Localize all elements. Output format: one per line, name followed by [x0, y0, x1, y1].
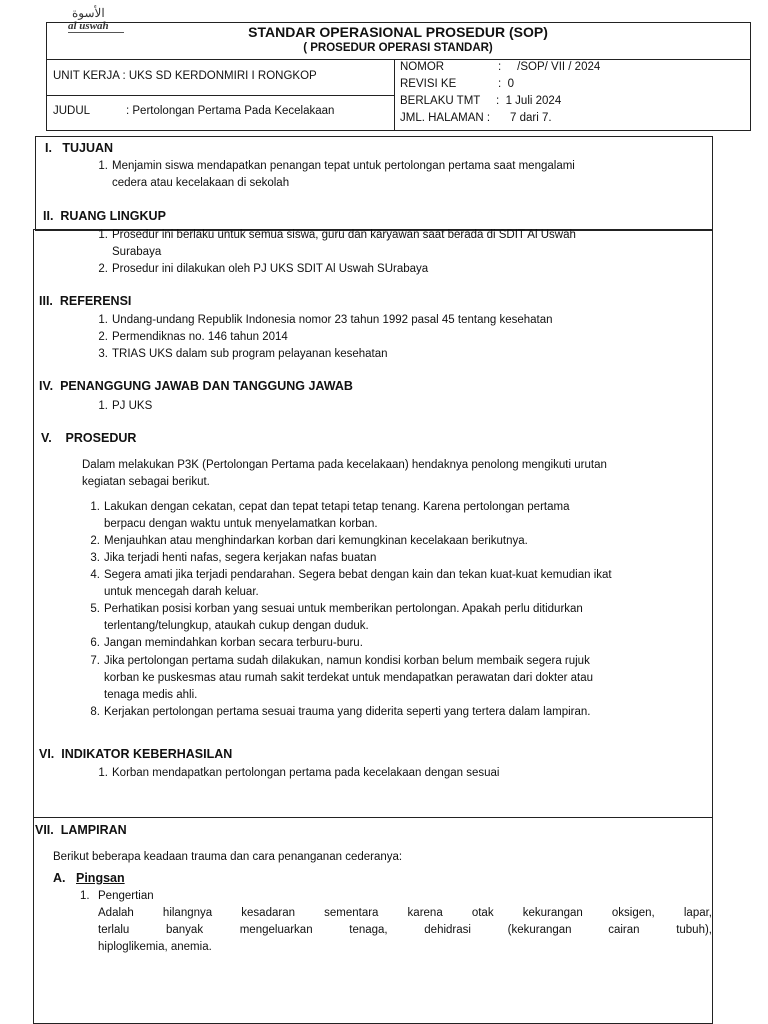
list-number: 3.	[90, 552, 100, 564]
list-number: 5.	[90, 603, 100, 615]
section-prosedur-heading: V. PROSEDUR	[41, 431, 137, 445]
list-line: korban ke puskesmas atau rumah sakit terdekat untuk mendapatkan perawatan dari dokter atau	[104, 672, 594, 684]
halaman-label: JML. HALAMAN :	[400, 112, 491, 124]
definition-text	[98, 905, 712, 956]
sub-title	[76, 871, 125, 885]
intro-line: Dalam melakukan P3K (Pertolongan Pertama pada kecelakaan) hendaknya penolong mengikuti urutan	[82, 459, 607, 471]
list-number: 3.	[98, 348, 108, 360]
list-line: Korban mendapatkan pertolongan pertama pada kecelakaan dengan sesuai	[112, 767, 500, 779]
list-number: 1.	[98, 767, 108, 779]
list-line: PJ UKS	[112, 400, 153, 412]
list-number: 1.	[98, 229, 108, 241]
berlaku-label: BERLAKU TMT	[400, 95, 481, 107]
list-line: Lakukan dengan cekatan, cepat dan tepat tetapi tetap tenang. Karena pertolongan pertama	[104, 501, 570, 513]
prosedur-intro	[82, 457, 712, 491]
list-line: Jika pertolongan pertama sudah dilakukan, namun kondisi korban belum membaik segera rujuk	[104, 655, 590, 667]
intro-line: kegiatan sebagai berikut.	[82, 476, 210, 488]
list-line: Jangan memindahkan korban secara terburu-buru.	[104, 637, 363, 649]
list-line: berpacu dengan waktu untuk menyelamatkan korban.	[104, 518, 378, 530]
list-line: Prosedur ini berlaku untuk semua siswa, guru dan karyawan saat berada di SDIT Al Uswah	[112, 229, 576, 241]
list-line: Undang-undang Republik Indonesia nomor 23 tahun 1992 pasal 45 tentang kesehatan	[112, 314, 553, 326]
list-number: 1.	[98, 160, 108, 172]
lampiran-intro: Berikut beberapa keadaan trauma dan cara penanganan cederanya:	[53, 851, 403, 863]
list-line: tenaga medis ahli.	[104, 689, 198, 701]
list-line: Perhatikan posisi korban yang sesuai untuk memberikan pertolongan. Apakah perlu ditidurkan	[104, 603, 583, 615]
revisi-value: : 0	[498, 78, 514, 90]
list-number: 7.	[90, 655, 100, 667]
list-number: 1.	[90, 501, 100, 513]
list-line: Prosedur ini dilakukan oleh PJ UKS SDIT Al Uswah SUrabaya	[112, 263, 429, 275]
section-indikator-heading: VI. INDIKATOR KEBERHASILAN	[39, 747, 233, 761]
list-line: TRIAS UKS dalam sub program pelayanan kesehatan	[112, 348, 388, 360]
judul-value: : Pertolongan Pertama Pada Kecelakaan	[126, 105, 335, 117]
list-line: Jika terjadi henti nafas, segera kerjakan nafas buatan	[104, 552, 377, 564]
list-line: untuk mencegah darah keluar.	[104, 586, 259, 598]
definition-line: terlalu banyak mengeluarkan tenaga, dehidrasi (kekurangan cairan tubuh),	[98, 924, 712, 936]
list-line: terlentang/telungkup, ataukah cukup dengan duduk.	[104, 620, 369, 632]
list-line: Segera amati jika terjadi pendarahan. Segera bebat dengan kain dan tekan kuat-kuat kemudian ikat	[104, 569, 612, 581]
unit-kerja: UNIT KERJA : UKS SD KERDONMIRI I RONGKOP	[53, 70, 317, 82]
document-title: STANDAR OPERASIONAL PROSEDUR (SOP)	[248, 24, 548, 40]
document-subtitle: ( PROSEDUR OPERASI STANDAR)	[303, 42, 493, 54]
list-number: 6.	[90, 637, 100, 649]
list-line: cedera atau kecelakaan di sekolah	[112, 177, 290, 189]
berlaku-value: : 1 Juli 2024	[496, 95, 562, 107]
halaman-value: 7 dari 7.	[510, 112, 552, 124]
list-number: 8.	[90, 706, 100, 718]
list-number: 1.	[80, 890, 90, 902]
list-number: 1.	[98, 314, 108, 326]
judul-label: JUDUL	[53, 105, 91, 117]
section-referensi-heading: III. REFERENSI	[39, 294, 132, 308]
revisi-label: REVISI KE	[400, 78, 457, 90]
list-number: 2.	[98, 263, 108, 275]
nomor-label: NOMOR	[400, 61, 445, 73]
list-line: Menjauhkan atau menghindarkan korban dari kemungkinan kecelakaan berikutnya.	[104, 535, 528, 547]
list-number: 2.	[98, 331, 108, 343]
list-line: Permendiknas no. 146 tahun 2014	[112, 331, 288, 343]
list-line: Menjamin siswa mendapatkan penangan tepat untuk pertolongan pertama saat mengalami	[112, 160, 575, 172]
list-number: 2.	[90, 535, 100, 547]
list-number: 4.	[90, 569, 100, 581]
section-lampiran-heading: VII. LAMPIRAN	[35, 823, 127, 837]
sub-letter: A.	[53, 871, 66, 885]
nomor-value: : /SOP/ VII / 2024	[498, 61, 601, 73]
section-tujuan-heading: I. TUJUAN	[45, 141, 114, 155]
sub-title-text: Pingsan	[76, 871, 125, 885]
definition-line: hiploglikemia, anemia.	[98, 941, 212, 953]
logo-arabic-text: الأسوة	[72, 6, 105, 20]
logo-name: al uswah	[68, 20, 109, 32]
pengertian-label: Pengertian	[98, 890, 154, 902]
list-line: Surabaya	[112, 246, 162, 258]
definition-line: Adalah hilangnya kesadaran sementara karena otak kekurangan oksigen, lapar,	[98, 907, 712, 919]
section-ruang-lingkup-heading: II. RUANG LINGKUP	[43, 209, 166, 223]
list-number: 1.	[98, 400, 108, 412]
section-penanggung-jawab-heading: IV. PENANGGUNG JAWAB DAN TANGGUNG JAWAB	[39, 379, 353, 393]
list-line: Kerjakan pertolongan pertama sesuai trauma yang diderita seperti yang tertera dalam lampiran.	[104, 706, 591, 718]
